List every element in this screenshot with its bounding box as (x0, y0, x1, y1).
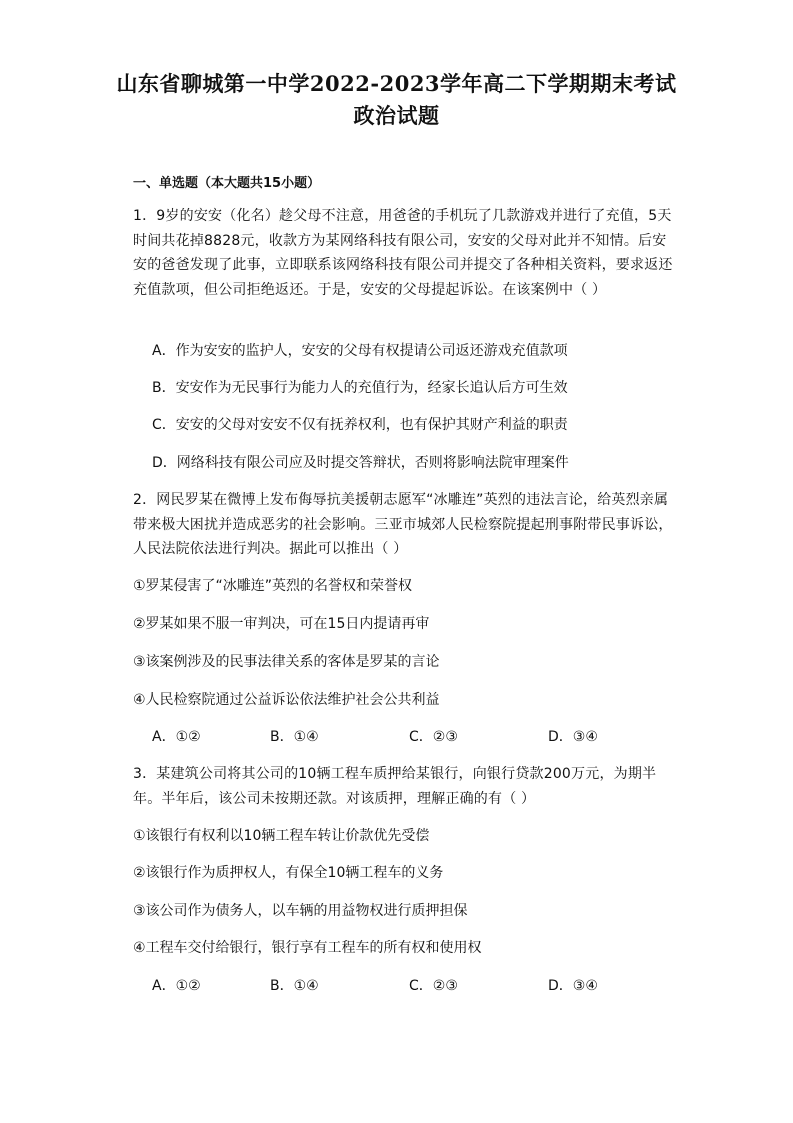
section-heading: 一、单选题（本大题共15小题） (133, 176, 321, 191)
question-3-choice-c[interactable]: C．②③ (409, 978, 458, 994)
question-2-choice-d[interactable]: D．③④ (548, 729, 598, 745)
question-1-option-c[interactable]: C．安安的父母对安安不仅有抚养权利，也有保护其财产利益的职责 (152, 417, 568, 433)
question-1-option-d[interactable]: D．网络科技有限公司应及时提交答辩状，否则将影响法院审理案件 (152, 455, 569, 471)
question-1-stem: 1．9岁的安安（化名）趁父母不注意，用爸爸的手机玩了几款游戏并进行了充值，5天时间共花掉8828元，收款方为某网络科技有限公司，安安的父母对此并不知情。后安安的爸爸发现了此事，立即联系该网络科技有限公司并提交了各种相关资料，要求返还充值款项，但公司拒绝返还。于是，安安的父母提起诉讼。在该案例中（ ） (133, 208, 673, 298)
question-3-choice-d[interactable]: D．③④ (548, 978, 598, 994)
question-1-option-a[interactable]: A．作为安安的监护人，安安的父母有权提请公司返还游戏充值款项 (152, 343, 568, 359)
question-3-stem: 3．某建筑公司将其公司的10辆工程车质押给某银行，向银行贷款200万元，为期半年。半年后，该公司未按期还款。对该质押，理解正确的有（ ） (133, 766, 657, 807)
question-2-statement-2: ②罗某如果不服一审判决，可在15日内提请再审 (133, 616, 430, 632)
question-2-statement-4: ④人民检察院通过公益诉讼依法维护社会公共利益 (133, 692, 440, 708)
question-3-statement-2: ②该银行作为质押权人，有保全10辆工程车的义务 (133, 865, 444, 881)
question-3-statement-4: ④工程车交付给银行，银行享有工程车的所有权和使用权 (133, 940, 482, 956)
question-3-choices (152, 975, 652, 995)
question-3-choice-a[interactable]: A．①② (152, 978, 201, 994)
question-1-option-b[interactable]: B．安安作为无民事行为能力人的充值行为，经家长追认后方可生效 (152, 380, 568, 396)
question-2-choice-b[interactable]: B．①④ (270, 729, 319, 745)
question-2-choices (152, 726, 652, 746)
question-3-statement-1: ①该银行有权利以10辆工程车转让价款优先受偿 (133, 828, 430, 844)
question-2-statement-1: ①罗某侵害了“冰雕连”英烈的名誉权和荣誉权 (133, 578, 413, 594)
question-2-stem: 2．网民罗某在微博上发布侮辱抗美援朝志愿军“冰雕连”英烈的违法言论，给英烈亲属带来极大困扰并造成恶劣的社会影响。三亚市城郊人民检察院提起刑事附带民事诉讼，人民法院依法进行判决。据此可以推出（ ） (133, 492, 673, 557)
question-2-choice-c[interactable]: C．②③ (409, 729, 458, 745)
question-3-choice-b[interactable]: B．①④ (270, 978, 319, 994)
exam-title-line2: 政治试题 (353, 103, 440, 128)
question-2-statement-3: ③该案例涉及的民事法律关系的客体是罗某的言论 (133, 654, 440, 670)
question-3-statement-3: ③该公司作为债务人，以车辆的用益物权进行质押担保 (133, 903, 468, 919)
exam-title-line1: 山东省聊城第一中学2022-2023学年高二下学期期末考试 (116, 71, 677, 96)
question-2-choice-a[interactable]: A．①② (152, 729, 201, 745)
